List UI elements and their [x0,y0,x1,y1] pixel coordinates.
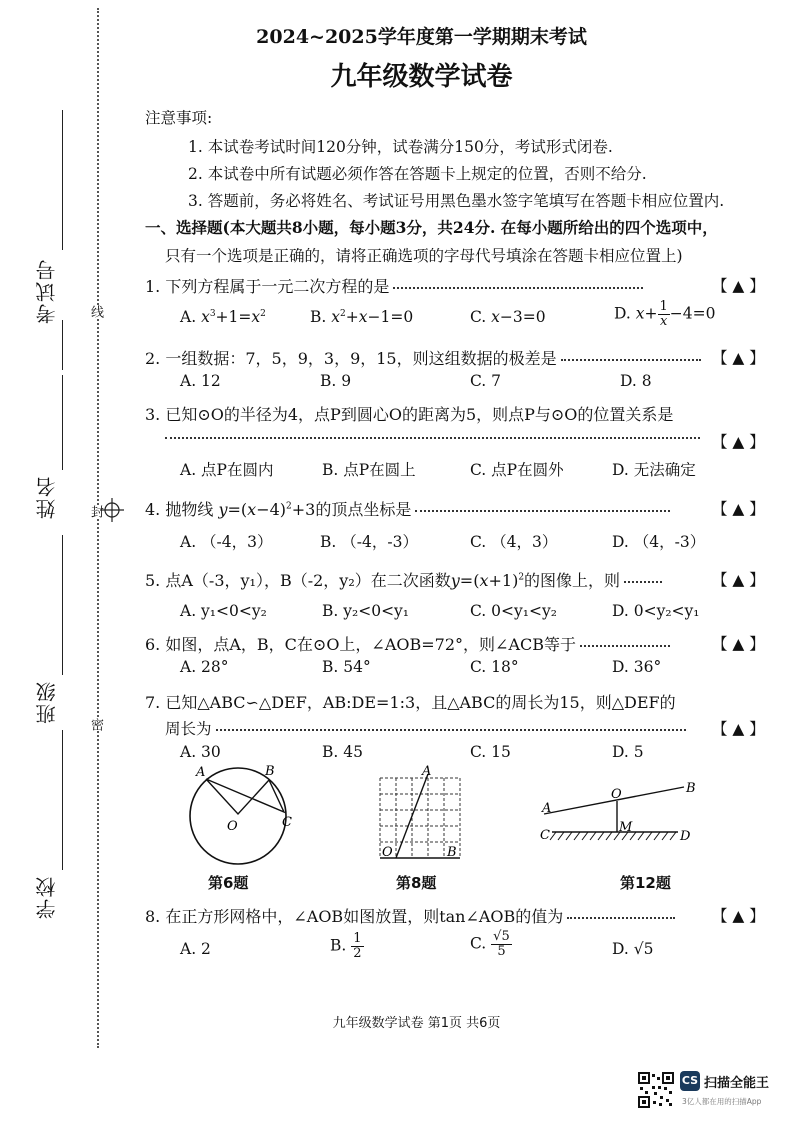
notice-item-2: 2. 本试卷中所有试题必须作答在答题卡上规定的位置，否则不给分. [188,165,647,183]
question-7-option-a[interactable]: A. 30 [180,743,221,761]
figure-6-circle-diagram [178,762,298,872]
question-7-answer-bracket[interactable]: 【 ▲ 】 [712,720,765,738]
svg-text:D: D [680,829,691,844]
question-2-option-c[interactable]: C. 7 [470,372,502,390]
question-5-option-d[interactable]: D. 0<y₂<y₁ [612,602,700,620]
question-1-stem: 1. 下列方程属于一元二次方程的是 [145,274,647,297]
binding-mark-feng: 封 [88,505,103,518]
question-1-option-d[interactable]: D. x+ $\frac{1}{x}$ −4=0 [614,299,716,329]
question-8-option-d[interactable]: D. √5 [612,940,654,958]
question-5-answer-bracket[interactable]: 【 ▲ 】 [712,571,765,589]
question-3-dots [165,437,700,439]
question-6-stem: 6. 如图，点A，B，C在⊙O上，∠AOB=72°，则∠ACB等于 [145,632,674,655]
question-6-option-d[interactable]: D. 36° [612,658,662,676]
figure-8-grid-diagram [372,764,467,862]
svg-text:A: A [196,765,206,780]
question-6-option-c[interactable]: C. 18° [470,658,519,676]
school-label: 学校 [35,875,59,919]
svg-text:M: M [619,820,633,835]
question-6-answer-bracket[interactable]: 【 ▲ 】 [712,635,765,653]
camscanner-name: 扫描全能王 [704,1076,770,1091]
question-7-stem: 7. 已知△ABC∽△DEF，AB:DE=1:3，且△ABC的周长为15，则△DEF的 [145,693,676,712]
class-line[interactable] [62,535,63,675]
question-5-option-b[interactable]: B. y₂<0<y₁ [322,602,410,620]
question-7-option-d[interactable]: D. 5 [612,743,644,761]
question-2-option-d[interactable]: D. 8 [620,372,652,390]
question-3-option-c[interactable]: C. 点P在圆外 [470,461,564,479]
svg-text:O: O [382,845,393,860]
question-8-answer-bracket[interactable]: 【 ▲ 】 [712,907,765,925]
question-4-answer-bracket[interactable]: 【 ▲ 】 [712,500,765,518]
question-1-answer-bracket[interactable]: 【 ▲ 】 [712,277,765,295]
name-line[interactable] [62,375,63,470]
question-1-option-c[interactable]: C. x−3=0 [470,308,546,326]
question-4-option-a[interactable]: A. （-4，3） [180,533,273,551]
question-1-option-b[interactable]: B. $x^2+x-1=0$ [310,308,414,326]
exam-number-label: 考试号 [35,258,59,324]
question-7-option-b[interactable]: B. 45 [322,743,363,761]
question-2-stem: 2. 一组数据：7，5，9，3，9，15，则这组数据的极差是 [145,346,705,369]
question-8-option-b[interactable]: B. $\frac{1}{2}$ [330,931,362,961]
question-6-option-a[interactable]: A. 28° [180,658,229,676]
question-8-option-a[interactable]: A. 2 [180,940,211,958]
svg-text:C: C [282,815,292,830]
question-5-option-c[interactable]: C. 0<y₁<y₂ [470,602,557,620]
notice-item-3: 3. 答题前，务必将姓名、考试证号用黑色墨水签字笔填写在答题卡相应位置内. [188,192,725,210]
binding-mark-xian: 线 [88,305,103,318]
svg-text:A: A [422,764,432,779]
svg-text:O: O [227,819,238,834]
school-line[interactable] [62,730,63,870]
question-2-option-b[interactable]: B. 9 [320,372,352,390]
question-5-option-a[interactable]: A. y₁<0<y₂ [180,602,267,620]
page-footer: 九年级数学试卷 第1页 共6页 [332,1016,501,1031]
question-3-option-b[interactable]: B. 点P在圆上 [322,461,416,479]
question-4-stem: 4. 抛物线 $y=(x-4)^2+3$的顶点坐标是 [145,497,674,520]
binding-mark-mi: 密 [88,718,103,731]
exam-title: 2024~2025学年度第一学期期末考试 [256,26,587,48]
exam-number-line-2[interactable] [62,320,63,370]
question-2-option-a[interactable]: A. 12 [180,372,221,390]
section-1-instructions-line2: 只有一个选项是正确的，请将正确选项的字母代号填涂在答题卡相应位置上) [165,247,683,265]
exam-number-line[interactable] [62,110,63,250]
camscanner-tagline: 3亿人都在用的扫描App [682,1097,762,1106]
figure-8-caption: 第8题 [396,874,437,892]
class-label: 班级 [35,680,59,724]
figure-6-caption: 第6题 [208,874,249,892]
figure-12-seesaw-diagram [538,774,703,849]
camscanner-logo-icon: CS [680,1071,700,1091]
svg-text:O: O [611,787,622,802]
section-1-instructions-line1: 一、选择题(本大题共8小题，每小题3分，共24分. 在每小题所给出的四个选项中， [145,218,718,237]
question-4-option-d[interactable]: D. （4，-3） [612,533,706,551]
svg-text:B: B [265,764,275,779]
question-8-stem: 8. 在正方形网格中，∠AOB如图放置，则tan∠AOB的值为 [145,904,679,927]
question-7-option-c[interactable]: C. 15 [470,743,511,761]
binding-dotted-line [97,8,99,1048]
question-8-option-c[interactable]: C. $\frac{√5}{5}$ [470,929,510,959]
svg-text:B: B [447,845,457,860]
question-5-stem: 5. 点A（-3，y₁），B（-2，y₂）在二次函数$y=(x+1)^2$的图像上，则 [145,568,666,591]
figure-12-caption: 第12题 [620,874,671,892]
question-4-option-b[interactable]: B. （-4，-3） [320,533,418,551]
question-4-option-c[interactable]: C. （4，3） [470,533,558,551]
svg-text:B: B [686,781,696,796]
question-3-answer-bracket[interactable]: 【 ▲ 】 [712,433,765,451]
notice-item-1: 1. 本试卷考试时间120分钟，试卷满分150分，考试形式闭卷. [188,138,613,156]
question-1-option-a[interactable]: A. $x^3+1=x^2$ [180,308,266,326]
paper-title: 九年级数学试卷 [330,62,513,92]
question-2-answer-bracket[interactable]: 【 ▲ 】 [712,349,765,367]
notice-heading: 注意事项: [145,109,213,127]
question-6-option-b[interactable]: B. 54° [322,658,371,676]
question-3-option-d[interactable]: D. 无法确定 [612,461,696,479]
question-3-stem: 3. 已知⊙O的半径为4，点P到圆心O的距离为5，则点P与⊙O的位置关系是 [145,405,674,424]
registration-crosshair-icon [100,498,124,522]
name-label: 姓名 [35,475,59,519]
question-3-option-a[interactable]: A. 点P在圆内 [180,461,274,479]
svg-text:C: C [540,828,550,843]
svg-text:A: A [542,801,552,816]
qr-code-icon [638,1072,674,1108]
question-7-stem-continued: 周长为 [165,717,690,739]
